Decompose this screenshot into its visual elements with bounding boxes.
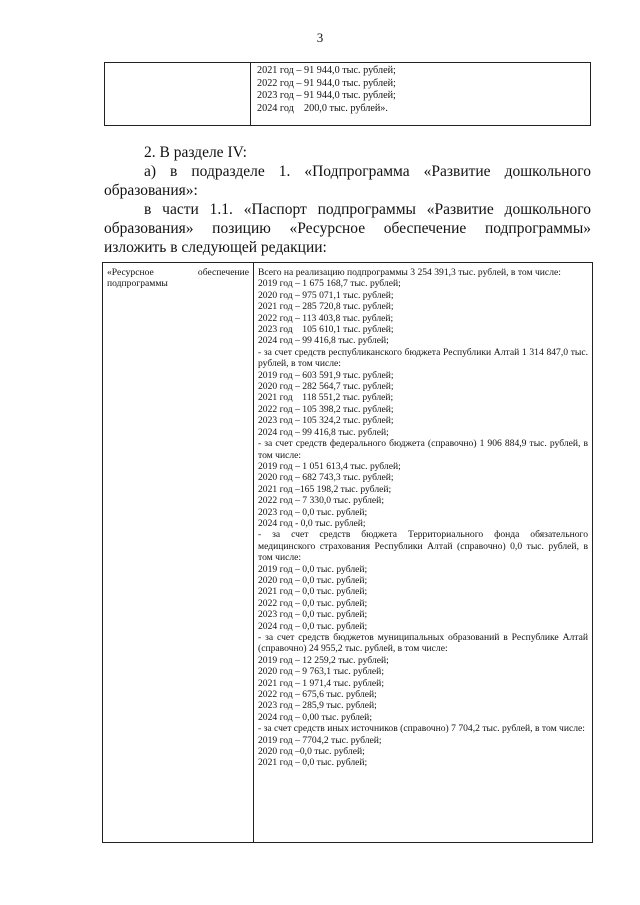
republic-line: 2019 год – 603 591,9 тыс. рублей; bbox=[258, 369, 394, 381]
resource-label-line1: «Ресурсное обеспечение bbox=[107, 267, 249, 278]
fund-line: 2021 год – 0,0 тыс. рублей; bbox=[258, 586, 368, 598]
fund-line: 2023 год – 0,0 тыс. рублей; bbox=[258, 609, 368, 621]
funding-line: 2024 год 200,0 тыс. рублей». bbox=[257, 102, 388, 114]
fund-line: 2020 год – 0,0 тыс. рублей; bbox=[258, 574, 368, 586]
total-intro: Всего на реализацию подпрограммы 3 254 391,3 тыс. рублей, в том числе: bbox=[258, 267, 561, 278]
municipal-line: 2024 год – 0,00 тыс. рублей; bbox=[258, 711, 372, 723]
total-line: 2021 год – 285 720,8 тыс. рублей; bbox=[258, 301, 394, 313]
federal-line: 2022 год – 7 330,0 тыс. рублей; bbox=[258, 495, 384, 507]
funding-line: 2022 год – 91 944,0 тыс. рублей; bbox=[257, 77, 396, 89]
municipal-line: 2021 год – 1 971,4 тыс. рублей; bbox=[258, 677, 384, 689]
municipal-line: 2022 год – 675,6 тыс. рублей; bbox=[258, 689, 377, 701]
federal-line: 2019 год – 1 051 613,4 тыс. рублей; bbox=[258, 460, 401, 472]
funding-line: 2021 год – 91 944,0 тыс. рублей; bbox=[257, 65, 396, 76]
fund-line: 2019 год – 0,0 тыс. рублей; bbox=[258, 563, 368, 575]
funding-continuation-table bbox=[104, 62, 591, 126]
total-line: 2022 год – 113 403,8 тыс. рублей; bbox=[258, 312, 394, 324]
section-heading: 2. В разделе IV: bbox=[144, 144, 247, 161]
fund-line: 2024 год – 0,0 тыс. рублей; bbox=[258, 620, 368, 632]
republic-line: 2020 год – 282 564,7 тыс. рублей; bbox=[258, 381, 394, 393]
total-line: 2020 год – 975 071,1 тыс. рублей; bbox=[258, 289, 394, 301]
resource-provision-table bbox=[102, 262, 593, 843]
republic-line: 2024 год – 99 416,8 тыс. рублей; bbox=[258, 426, 389, 438]
other-line: 2020 год –0,0 тыс. рублей; bbox=[258, 746, 365, 758]
total-line: 2024 год – 99 416,8 тыс. рублей; bbox=[258, 335, 389, 347]
other-line: 2021 год – 0,0 тыс. рублей; bbox=[258, 757, 368, 769]
other-intro: - за счет средств иных источников (справочно) 7 704,2 тыс. рублей, в том числе: bbox=[258, 723, 585, 735]
fund-line: 2022 год – 0,0 тыс. рублей; bbox=[258, 597, 368, 609]
municipal-intro: - за счет средств бюджетов муниципальных образований в Республике Алтай (справочно) 24 955,2 тыс. рублей, в том числе: bbox=[258, 632, 588, 655]
total-line: 2023 год 105 610,1 тыс. рублей; bbox=[258, 324, 394, 336]
federal-line: 2020 год – 682 743,3 тыс. рублей; bbox=[258, 472, 394, 484]
federal-intro: - за счет средств федерального бюджета (справочно) 1 906 884,9 тыс. рублей, в том числе: bbox=[258, 438, 588, 461]
funding-years-cell bbox=[251, 63, 591, 126]
resource-label-cell bbox=[103, 263, 254, 843]
federal-line: 2021 год –165 198,2 тыс. рублей; bbox=[258, 483, 392, 495]
republic-line: 2022 год – 105 398,2 тыс. рублей; bbox=[258, 403, 394, 415]
empty-label-cell bbox=[105, 63, 251, 126]
fund-intro: - за счет средств бюджета Территориального фонда обязательного медицинского страхования Республики Алтай (справочно) 0,0 тыс. рублей, в том числе: bbox=[258, 529, 588, 564]
resource-values-cell bbox=[254, 263, 593, 843]
part-paragraph: в части 1.1. «Паспорт подпрограммы «Развитие дошкольного образования» позицию «Ресурсное обеспечение подпрограммы» изложить в следующей редакции: bbox=[104, 201, 591, 256]
resource-label-line2: подпрограммы bbox=[107, 278, 168, 290]
funding-line: 2023 год – 91 944,0 тыс. рублей; bbox=[257, 90, 396, 101]
republic-line: 2021 год 118 551,2 тыс. рублей; bbox=[258, 392, 394, 404]
federal-line: 2023 год – 0,0 тыс. рублей; bbox=[258, 506, 368, 518]
other-line: 2019 год – 7704,2 тыс. рублей; bbox=[258, 734, 382, 746]
municipal-line: 2019 год – 12 259,2 тыс. рублей; bbox=[258, 654, 389, 666]
municipal-line: 2023 год – 285,9 тыс. рублей; bbox=[258, 700, 377, 712]
republic-line: 2023 год – 105 324,2 тыс. рублей; bbox=[258, 415, 394, 427]
republic-intro: - за счет средств республиканского бюджета Республики Алтай 1 314 847,0 тыс. рублей, в том числе: bbox=[258, 346, 588, 370]
subsection-paragraph: а) в подразделе 1. «Подпрограмма «Развитие дошкольного образования»: bbox=[104, 163, 591, 199]
federal-line: 2024 год - 0,0 тыс. рублей; bbox=[258, 517, 366, 529]
total-line: 2019 год – 1 675 168,7 тыс. рублей; bbox=[258, 278, 401, 290]
municipal-line: 2020 год – 9 763,1 тыс. рублей; bbox=[258, 666, 384, 678]
page-number: 3 bbox=[316, 30, 324, 45]
